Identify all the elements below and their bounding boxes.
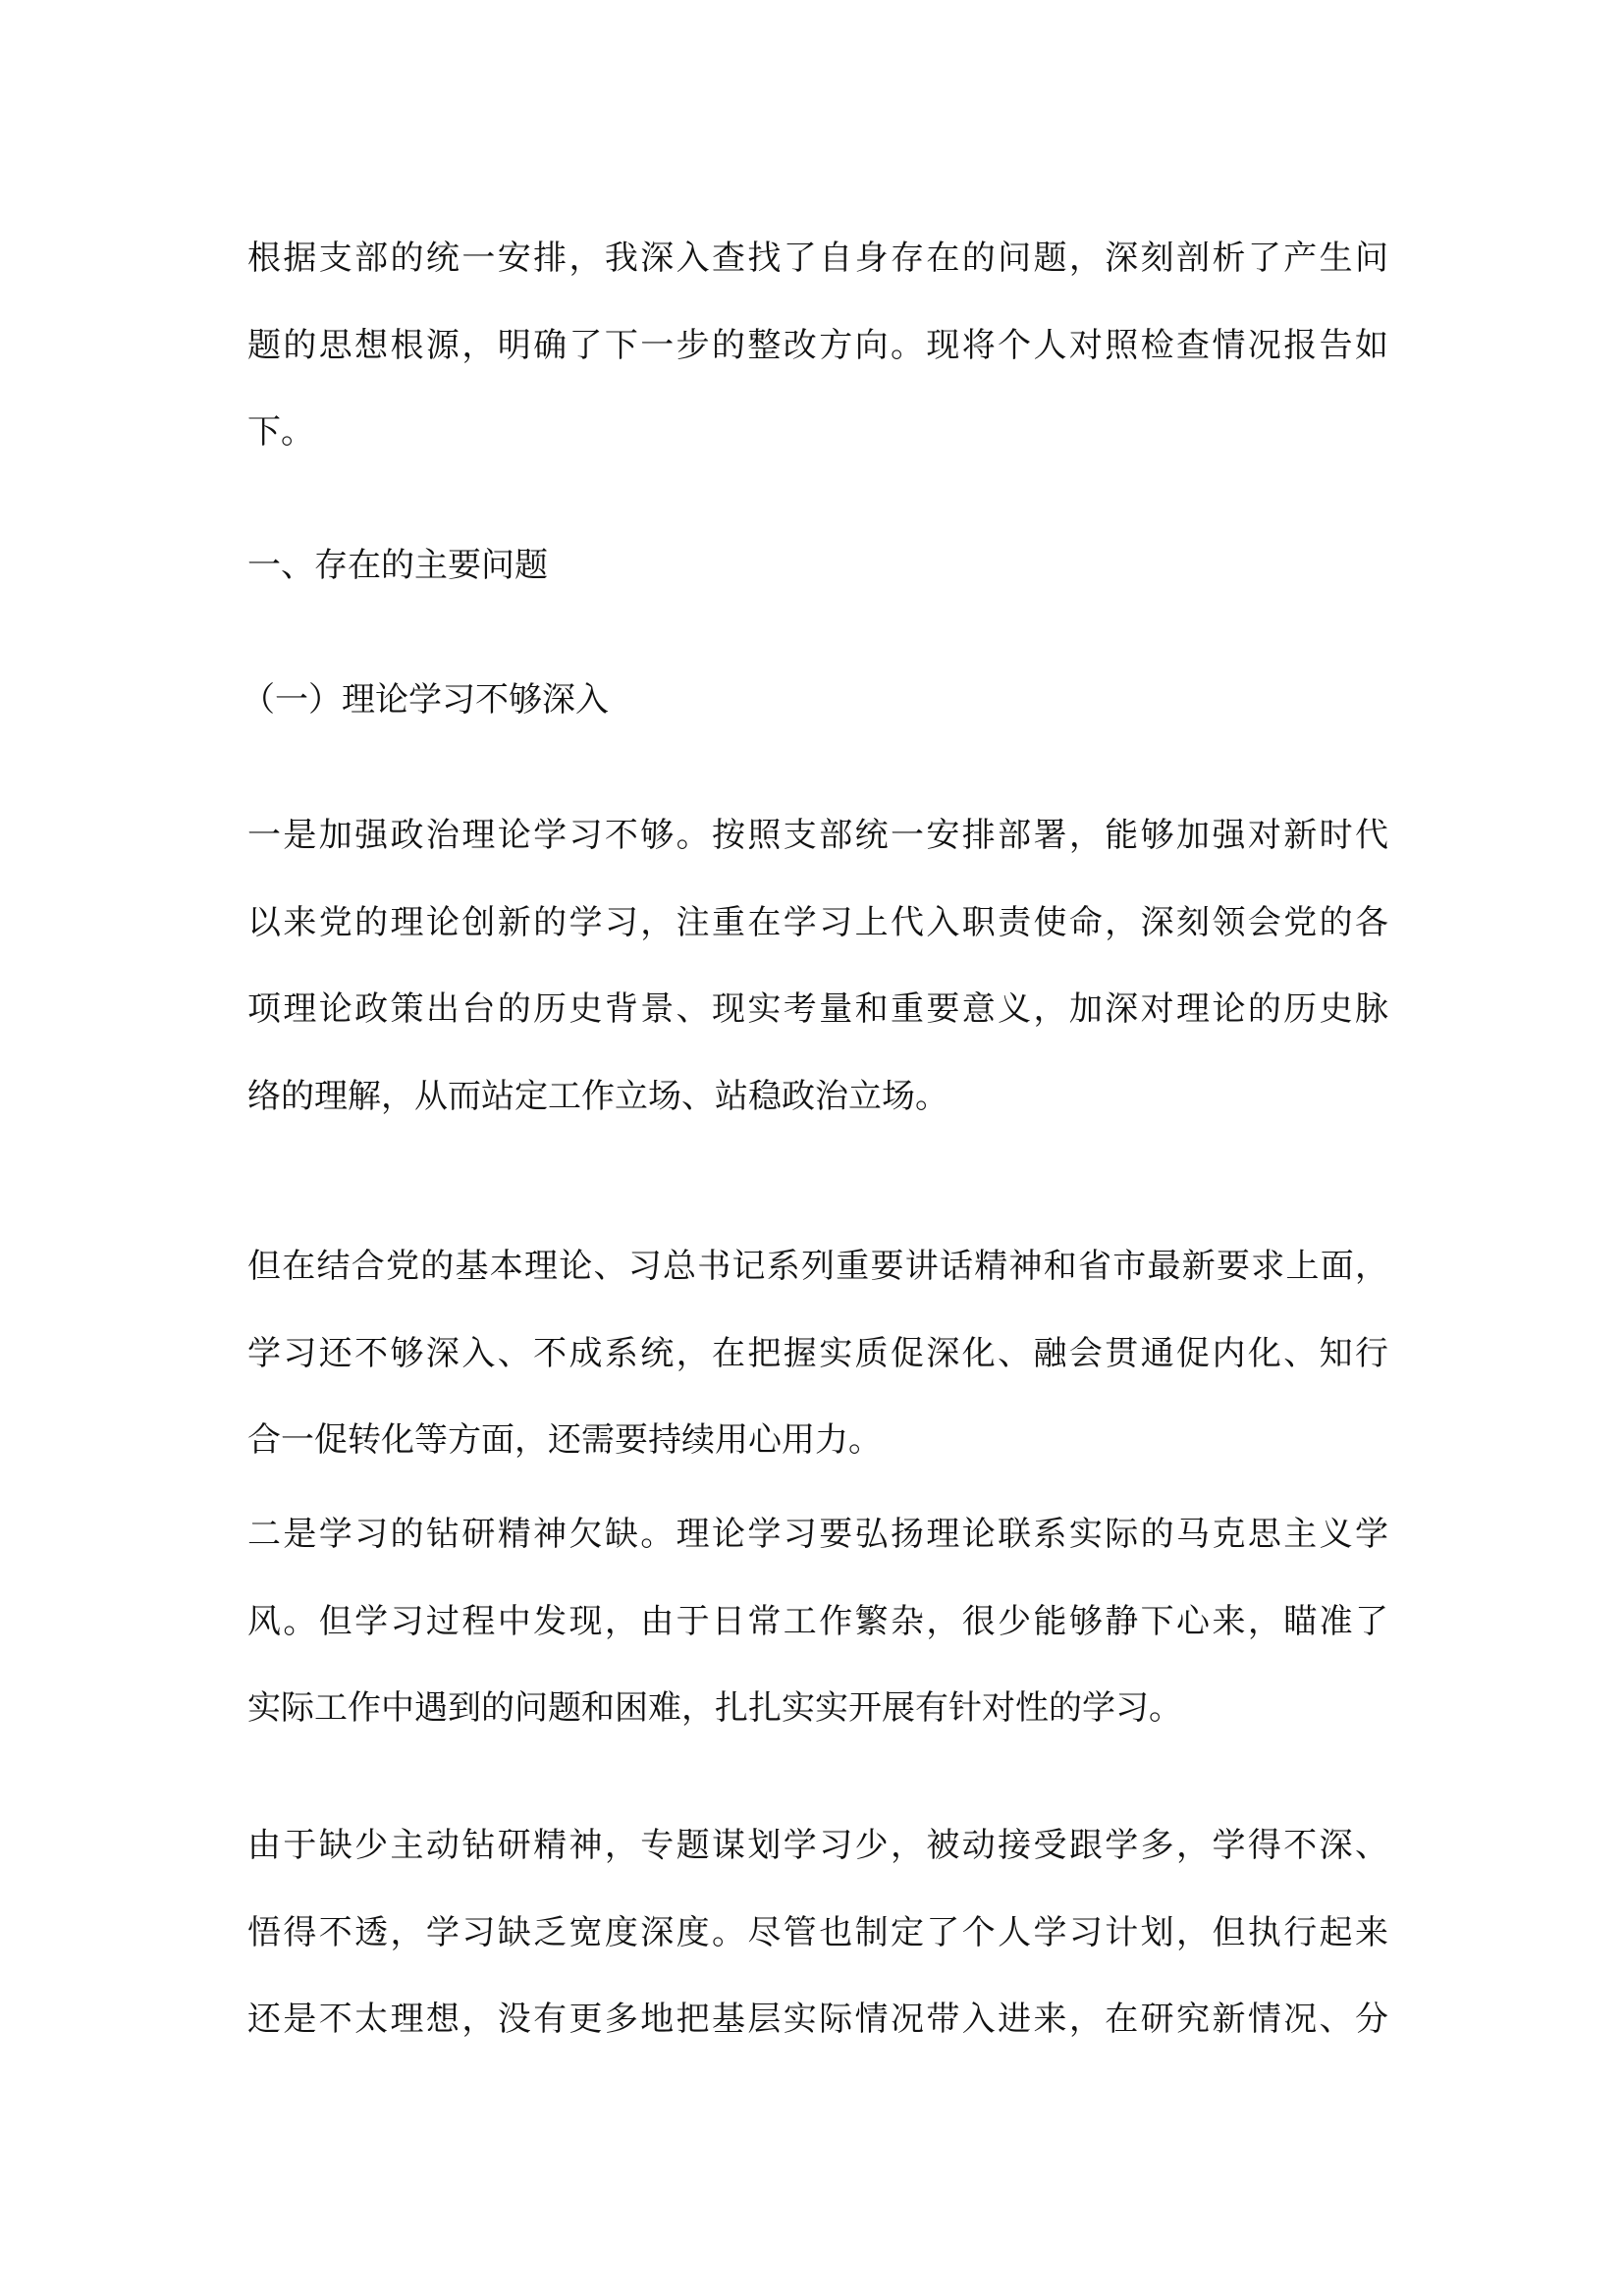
section-heading-text: 一、存在的主要问题 bbox=[247, 546, 548, 585]
body-paragraph bbox=[247, 1802, 1388, 2063]
text-line: 以来党的理论创新的学习，注重在学习上代入职责使命，深刻领会党的各 bbox=[247, 902, 1388, 942]
text-line: 下。 bbox=[247, 412, 314, 453]
text-line: 项理论政策出台的历史背景、现实考量和重要意义，加深对理论的历史脉 bbox=[247, 989, 1388, 1030]
text-line: 但在结合党的基本理论、习总书记系列重要讲话精神和省市最新要求上面， bbox=[247, 1247, 1388, 1286]
subsection-heading bbox=[242, 657, 1382, 744]
text-line: 合一促转化等方面，还需要持续用心用力。 bbox=[247, 1420, 882, 1461]
section-heading bbox=[247, 522, 1388, 610]
subsection-heading-text: （一）理论学习不够深入 bbox=[242, 680, 609, 720]
text-line: 悟得不透，学习缺乏宽度深度。尽管也制定了个人学习计划，但执行起来 bbox=[247, 1912, 1388, 1952]
text-line: 实际工作中遇到的问题和困难，扎扎实实开展有针对性的学习。 bbox=[247, 1688, 1182, 1729]
body-paragraph bbox=[247, 1491, 1388, 1752]
text-line: 根据支部的统一安排，我深入查找了自身存在的问题，深刻剖析了产生问 bbox=[247, 239, 1388, 278]
text-line: 风。但学习过程中发现，由于日常工作繁杂，很少能够静下心来，瞄准了 bbox=[247, 1601, 1388, 1641]
text-line: 由于缺少主动钻研精神，专题谋划学习少，被动接受跟学多，学得不深、 bbox=[247, 1826, 1388, 1865]
intro-paragraph bbox=[247, 215, 1388, 476]
text-line: 一是加强政治理论学习不够。按照支部统一安排部署，能够加强对新时代 bbox=[247, 816, 1388, 855]
body-paragraph bbox=[247, 1223, 1388, 1484]
text-line: 二是学习的钻研精神欠缺。理论学习要弘扬理论联系实际的马克思主义学 bbox=[247, 1515, 1388, 1554]
body-paragraph bbox=[247, 792, 1388, 1140]
text-line: 还是不太理想，没有更多地把基层实际情况带入进来，在研究新情况、分 bbox=[247, 2000, 1388, 2040]
text-line: 题的思想根源，明确了下一步的整改方向。现将个人对照检查情况报告如 bbox=[247, 325, 1388, 365]
text-line: 学习还不够深入、不成系统，在把握实质促深化、融会贯通促内化、知行 bbox=[247, 1333, 1388, 1373]
text-line: 络的理解，从而站定工作立场、站稳政治立场。 bbox=[247, 1076, 948, 1116]
